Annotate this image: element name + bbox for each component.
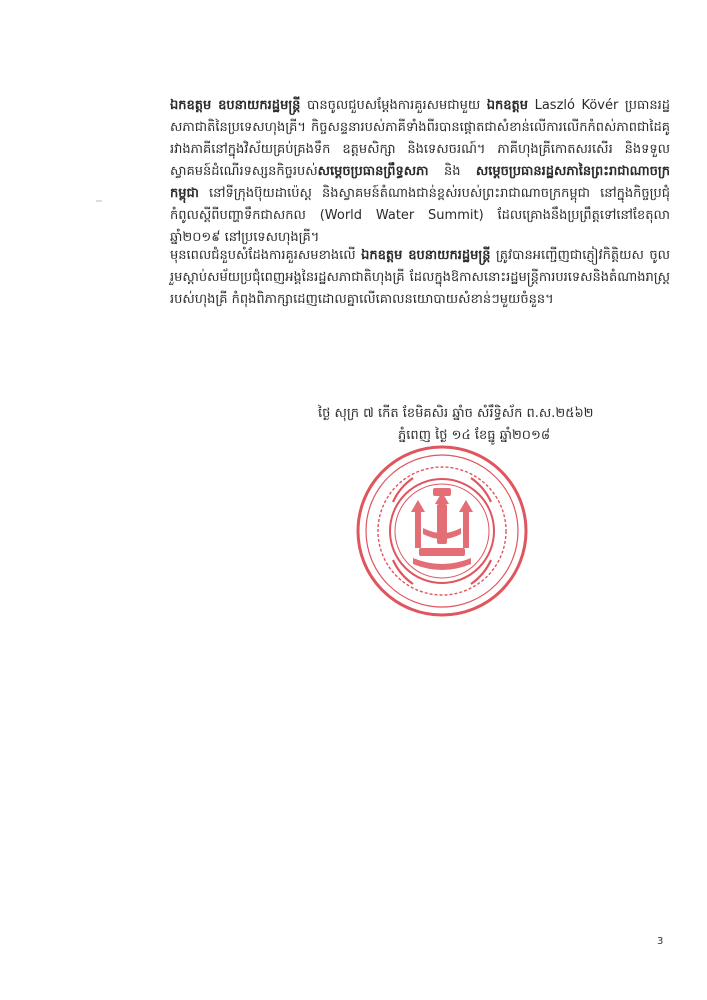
official-seal-icon [353, 442, 531, 620]
paragraph2-text1: មុនពេលជំនួបសំដែងការគួរសមខាងលើ [170, 248, 362, 263]
scan-mark [96, 200, 102, 202]
paragraph2-text2: ត្រូវបានអញ្ជើញជាភ្ញៀវកិត្តិយស ចូលរួមស្តាប់សម័យប្រជុំពេញអង្គនៃរដ្ឋសភាជាតិហុងគ្រី ដែលក្នុងឱកាសនោះរដ្ឋមន្ត្រីការបរទេសនិងតំណាងរាស្ត្ររបស់ហុងគ្រី កំពុងពិភាក្សាដេញដោលគ្នាលើគោលនយោបាយសំខាន់ៗមួយចំនួន។ [170, 248, 670, 307]
title-excellency: ឯកឧត្តម [486, 98, 529, 113]
place-date-line: ភ្នំពេញ ថ្ងៃ ១៤ ខែធ្នូ ឆ្នាំ២០១៨ [398, 428, 551, 443]
paragraph-meeting [170, 95, 670, 249]
paragraph1-text2: Laszló Kövér ប្រធានរដ្ឋសភាជាតិនៃប្រទេសហុងគ្រី។ កិច្ចសន្ទនារបស់ភាគីទាំងពីរបានផ្តោតជាសំខាន់លើការលើកកំពស់ភាពជាដៃគូរវាងភាគីនៅក្នុងវិស័យគ្រប់គ្រងទឹក ឧត្តមសិក្សា និងទេសចរណ៍។ ភាគីហុងគ្រីកោតសរសើរ និងទទួលស្វាគមន៍ដំណើរទស្សនកិច្ចរបស់ [170, 98, 670, 179]
title-deputy-prime-minister-2: ឯកឧត្តម ឧបនាយករដ្ឋមន្ត្រី [361, 248, 491, 263]
paragraph1-text4: នៅទីក្រុងប៊ុយដាប៉េស្ត និងស្វាគមន៍តំណាងជាន់ខ្ពស់របស់ព្រះរាជាណាចក្រកម្ពុជា នៅក្នុងកិច្ចប្រជុំកំពូលស្តីពីបញ្ហាទឹកជាសកល (World Water Summit) ដែលគ្រោងនឹងប្រព្រឹត្តទៅនៅខែតុលា ឆ្នាំ២០១៩ នៅប្រទេសហុងគ្រី។ [170, 186, 670, 245]
paragraph-plenary [170, 245, 670, 311]
page-number: 3 [657, 936, 664, 947]
paragraph1-text1: បានចូលជួបសម្តែងការគួរសមជាមួយ [300, 98, 487, 113]
title-senate-president: សម្តេចប្រធានព្រឹទ្ធសភា [317, 164, 429, 179]
title-deputy-prime-minister: ឯកឧត្តម ឧបនាយករដ្ឋមន្ត្រី [170, 98, 301, 113]
paragraph1-text3: និង [428, 164, 476, 179]
lunar-date-line: ថ្ងៃ សុក្រ ៧ កើត ខែមិគសិរ ឆ្នាំច សំរឹទ្ធិស័ក ព.ស.២៥៦២ [318, 406, 594, 421]
title-assembly-president: សម្តេចប្រធានរដ្ឋសភានៃព្រះរាជាណាចក្រកម្ពុជា [170, 164, 670, 201]
